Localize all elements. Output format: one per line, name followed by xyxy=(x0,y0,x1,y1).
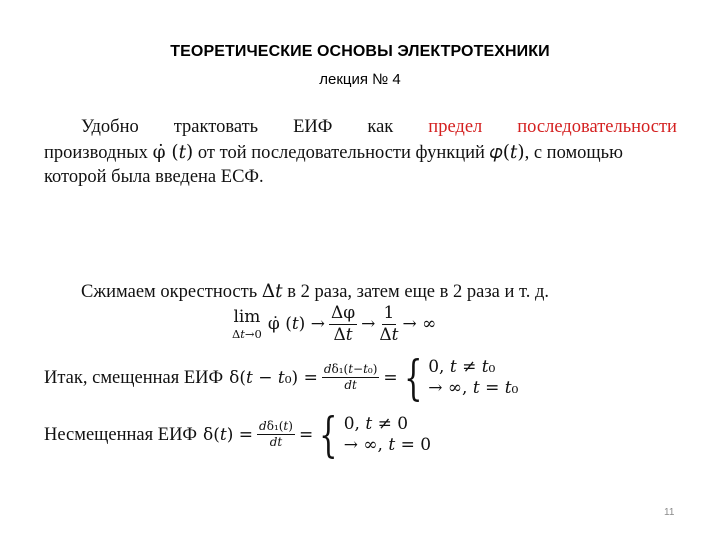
lhs: δ(𝑡) = xyxy=(203,425,254,445)
paragraph-2 xyxy=(81,281,549,303)
case: 0, 𝑡 ≠ 0 xyxy=(343,413,409,434)
math-phi-dot: φ̇ (𝑡) xyxy=(152,142,194,163)
math-phi: 𝜑(𝑡) xyxy=(489,142,525,163)
math-delta-t: Δ𝑡 xyxy=(261,281,283,302)
lim-text: lim xyxy=(233,307,261,328)
paragraph-1-line-1 xyxy=(81,117,677,138)
denominator: Δ𝑡 xyxy=(379,324,399,345)
limit-tail: → ∞ xyxy=(402,314,437,335)
equals: = xyxy=(298,425,314,445)
cases xyxy=(344,414,431,457)
page-number: 11 xyxy=(664,507,675,518)
text: от той последовательности функций xyxy=(197,143,485,163)
text: , с помощью xyxy=(524,143,623,163)
denominator: 𝑑𝑡 xyxy=(344,378,357,393)
paragraph-1-line-2 xyxy=(44,142,623,164)
text: Сжимаем окрестность xyxy=(81,282,258,302)
numerator: Δφ xyxy=(330,303,356,323)
lim-subscript: Δ𝑡→0 xyxy=(232,327,262,342)
limit-expr: φ̇ (𝑡) → xyxy=(267,314,325,335)
label: Итак, смещенная ЕИФ xyxy=(44,367,224,388)
case: → ∞, 𝑡 = 𝑡₀ xyxy=(428,378,519,398)
cases xyxy=(428,357,518,400)
word: ЕИФ xyxy=(293,117,333,137)
denominator: Δ𝑡 xyxy=(333,324,353,345)
lhs: δ(𝑡 − 𝑡₀) = xyxy=(229,368,318,388)
arrow: → xyxy=(361,314,376,335)
denominator: 𝑑𝑡 xyxy=(269,435,283,450)
label: Несмещенная ЕИФ xyxy=(44,424,198,445)
left-brace: { xyxy=(319,407,338,463)
text: производных xyxy=(44,143,148,163)
case: 0, 𝑡 ≠ 𝑡₀ xyxy=(428,356,496,377)
shifted-delta-formula xyxy=(44,350,519,406)
numerator: 𝑑δ₁(𝑡) xyxy=(259,419,293,434)
limit-formula xyxy=(232,304,436,345)
numerator: 1 xyxy=(383,303,395,323)
highlight-word: последовательности xyxy=(517,117,677,137)
text: в 2 раза, затем еще в 2 раза и т. д. xyxy=(287,282,549,302)
lecture-number: лекция № 4 xyxy=(319,71,401,88)
unshifted-delta-formula xyxy=(44,407,432,463)
word: Удобно xyxy=(81,117,139,137)
left-brace: { xyxy=(403,350,423,406)
word: как xyxy=(367,117,394,137)
highlight-word: предел xyxy=(428,117,483,137)
fraction-dphi-dt xyxy=(329,304,357,345)
case: → ∞, 𝑡 = 0 xyxy=(343,435,432,455)
slide-title: ТЕОРЕТИЧЕСКИЕ ОСНОВЫ ЭЛЕКТРОТЕХНИКИ xyxy=(170,43,550,60)
fraction-ddelta-dt xyxy=(322,363,380,392)
word: трактовать xyxy=(173,117,259,137)
fraction-ddelta-dt xyxy=(257,420,295,449)
equals: = xyxy=(383,368,398,388)
fraction-1-dt xyxy=(379,304,398,345)
paragraph-1-line-3: которой была введена ЕСФ. xyxy=(44,167,264,187)
numerator: 𝑑δ₁(𝑡−𝑡₀) xyxy=(323,362,378,377)
limit-operator xyxy=(232,307,262,341)
